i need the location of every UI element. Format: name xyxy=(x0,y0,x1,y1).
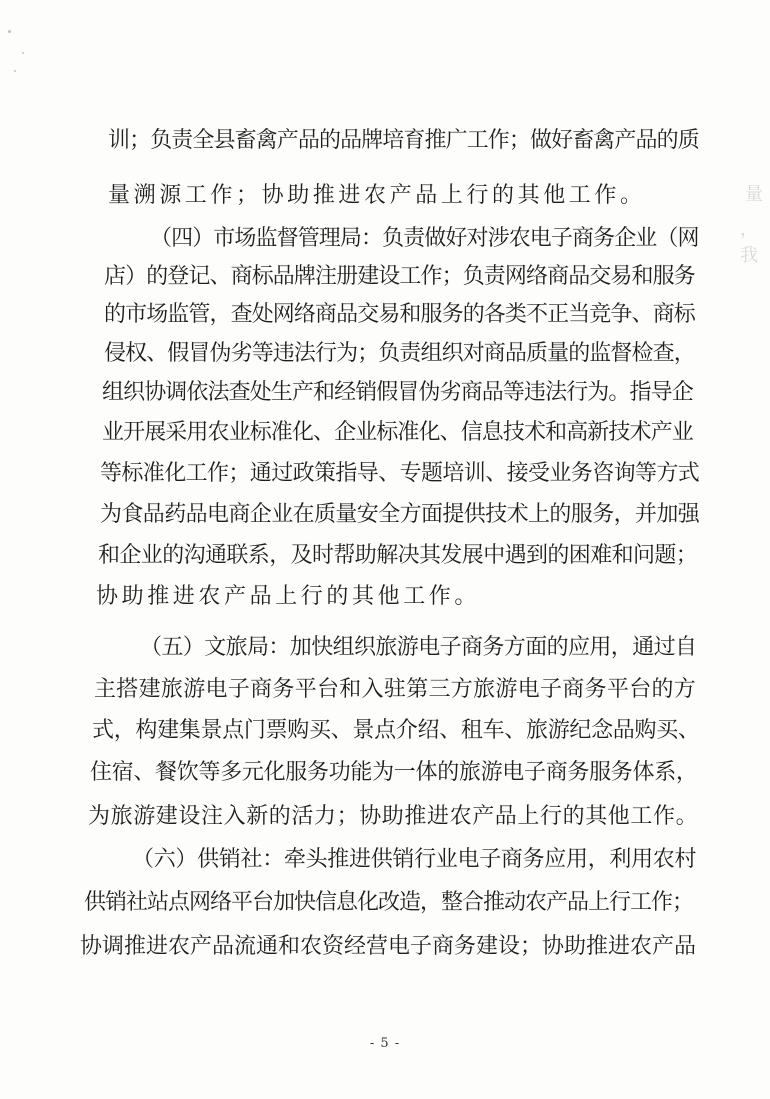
text-line: （六）供销社：牵头推进供销行业电子商务应用，利用农村 xyxy=(132,847,697,872)
text-line: 和企业的沟通联系，及时帮助解决其发展中遇到的困难和问题； xyxy=(98,543,698,568)
bleed-through-mark: 量 xyxy=(745,184,763,205)
text-line: 业开展采用农业标准化、企业标准化、信息技术和高新技术产业 xyxy=(102,420,693,445)
text-line: 训；负责全县畜禽产品的品牌培育推广工作；做好畜禽产品的质 xyxy=(108,128,699,153)
scan-speck xyxy=(8,30,11,33)
text-line: 式，构建集景点门票购买、景点介绍、租车、旅游纪念品购买、 xyxy=(92,718,700,743)
bleed-through-mark: ，我 xyxy=(740,219,758,266)
text-line: 的市场监管，查处网络商品交易和服务的各类不正当竞争、商标 xyxy=(104,302,695,327)
text-line: 供销社站点网络平台加快信息化改造，整合推动农产品上行工作； xyxy=(84,890,694,915)
text-line: 协调推进农产品流通和农资经营电子商务建设；协助推进农产品 xyxy=(80,934,697,959)
text-line: （五）文旅局：加快组织旅游电子商务方面的应用，通过自 xyxy=(140,635,697,660)
scan-speck xyxy=(14,70,16,72)
text-line: 量溯源工作；协助推进农产品上行的其他工作。 xyxy=(108,183,646,208)
page-number: - 5 - xyxy=(369,1036,401,1051)
text-line: 为旅游建设注入新的活力；协助推进农产品上行的其他工作。 xyxy=(88,804,699,829)
text-line: 侵权、假冒伪劣等违法行为；负责组织对商品质量的监督检查， xyxy=(104,341,695,366)
text-line: 住宿、餐饮等多元化服务功能为一体的旅游电子商务服务体系， xyxy=(90,760,698,785)
text-line: 主搭建旅游电子商务平台和入驻第三方旅游电子商务平台的方 xyxy=(94,677,697,702)
text-line: 为食品药品电商企业在质量安全方面提供技术上的服务，并加强 xyxy=(100,502,700,527)
text-line: 店）的登记、商标品牌注册建设工作；负责网络商品交易和服务 xyxy=(104,264,695,289)
text-line: 等标准化工作；通过政策指导、专题培训、接受业务咨询等方式 xyxy=(100,461,700,486)
text-line: 组织协调依法查处生产和经销假冒伪劣商品等违法行为。指导企 xyxy=(102,380,693,405)
scan-speck xyxy=(22,52,24,54)
text-line: 协助推进农产品上行的其他工作。 xyxy=(96,584,481,609)
text-line: （四）市场监督管理局：负责做好对涉农电子商务企业（网 xyxy=(150,226,699,251)
